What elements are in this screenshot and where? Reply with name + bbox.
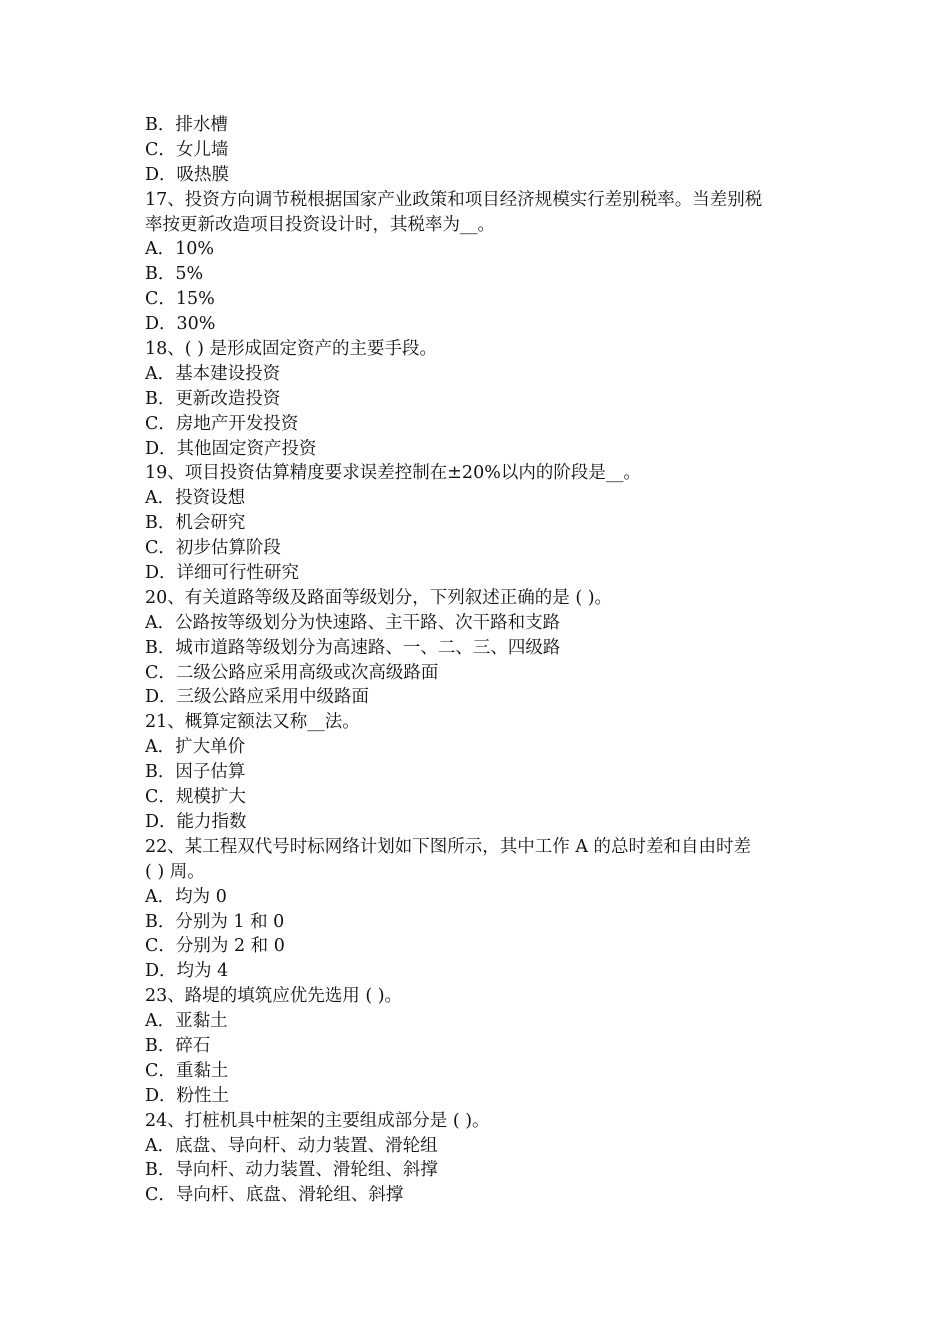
- text-line: D．其他固定资产投资: [145, 438, 317, 459]
- text-line: B．更新改造投资: [145, 388, 281, 409]
- text-line: B．排水槽: [145, 115, 228, 135]
- text-line: 21、概算定额法又称__法。: [145, 712, 360, 733]
- text-line: A．10%: [145, 239, 215, 260]
- text-line: ( ) 周。: [145, 861, 205, 882]
- text-line: B．城市道路等级划分为高速路、一、二、三、四级路: [145, 637, 561, 658]
- text-line: 22、某工程双代号时标网络计划如下图所示，其中工作 A 的总时差和自由时差: [145, 836, 752, 857]
- text-line: C．15%: [145, 289, 215, 310]
- document-text: [145, 113, 810, 1208]
- text-line: B．分别为 1 和 0: [145, 911, 285, 932]
- text-line: C．规模扩大: [145, 787, 246, 808]
- text-line: 率按更新改造项目投资设计时，其税率为__。: [145, 214, 495, 235]
- text-line: 17、投资方向调节税根据国家产业政策和项目经济规模实行差别税率。当差别税: [145, 189, 763, 210]
- text-line: C．导向杆、底盘、滑轮组、斜撑: [145, 1185, 404, 1206]
- text-line: D．能力指数: [145, 811, 247, 832]
- text-line: A．扩大单价: [145, 737, 246, 758]
- text-line: A．基本建设投资: [145, 363, 281, 384]
- text-line: D．粉性土: [145, 1085, 230, 1106]
- text-line: C．重黏土: [145, 1060, 229, 1081]
- text-line: D．详细可行性研究: [145, 563, 300, 584]
- text-line: 18、( ) 是形成固定资产的主要手段。: [145, 339, 438, 360]
- text-line: C．二级公路应采用高级或次高级路面: [145, 662, 439, 683]
- text-line: 20、有关道路等级及路面等级划分，下列叙述正确的是 ( )。: [145, 587, 613, 608]
- text-line: C．女儿墙: [145, 139, 229, 160]
- text-line: A．底盘、导向杆、动力装置、滑轮组: [145, 1135, 438, 1156]
- text-line: A．均为 0: [145, 886, 227, 907]
- text-line: A．亚黏土: [145, 1011, 228, 1032]
- text-line: C．初步估算阶段: [145, 538, 281, 559]
- text-line: 19、项目投资估算精度要求误差控制在±20%以内的阶段是__。: [145, 463, 641, 484]
- text-line: D．吸热膜: [145, 164, 230, 185]
- text-line: C．分别为 2 和 0: [145, 936, 285, 957]
- text-line: A．投资设想: [145, 488, 246, 509]
- text-line: C．房地产开发投资: [145, 413, 299, 434]
- text-line: D．均为 4: [145, 961, 229, 982]
- text-line: D．30%: [145, 314, 216, 335]
- text-line: B．导向杆、动力装置、滑轮组、斜撑: [145, 1160, 438, 1181]
- text-line: B．因子估算: [145, 762, 246, 783]
- text-line: 24、打桩机具中桩架的主要组成部分是 ( )。: [145, 1110, 490, 1131]
- text-line: A．公路按等级划分为快速路、主干路、次干路和支路: [145, 612, 561, 633]
- text-line: 23、路堤的填筑应优先选用 ( )。: [145, 986, 403, 1007]
- text-line: B．机会研究: [145, 513, 246, 534]
- text-line: B．碎石: [145, 1035, 211, 1056]
- text-line: D．三级公路应采用中级路面: [145, 687, 370, 708]
- text-line: B．5%: [145, 264, 204, 285]
